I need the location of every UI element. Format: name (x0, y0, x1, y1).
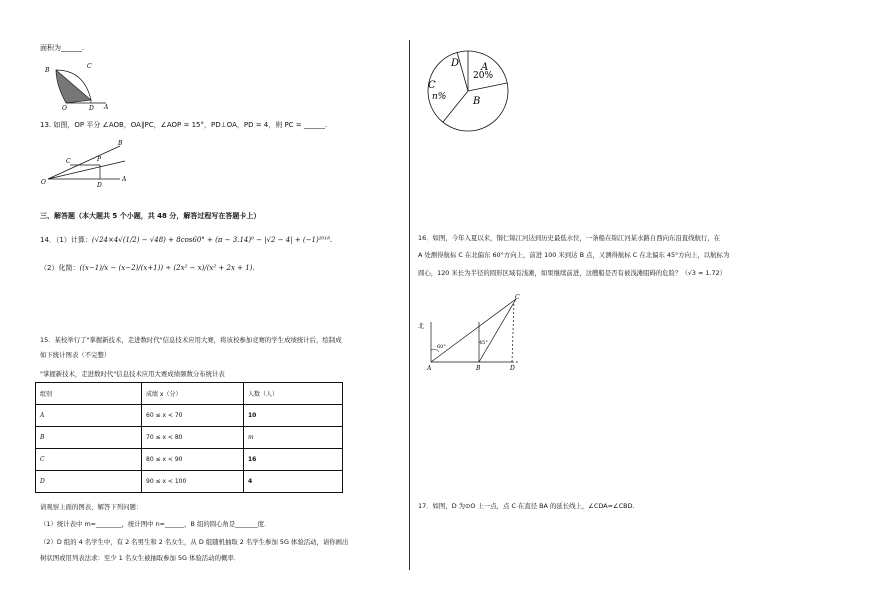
pie-label-A-percent: 20% (473, 71, 494, 81)
pie-slice-edge (443, 91, 468, 122)
label-B: B (45, 67, 50, 74)
group-cell: B (36, 427, 142, 449)
label-A: A (104, 104, 109, 111)
q15-line2: 如下统计图表（不完整） (40, 351, 111, 359)
navigation-figure (418, 292, 528, 372)
label-C: C (87, 63, 92, 70)
count-cell: m (244, 427, 343, 449)
frequency-table-title: "掌握新技术，走进数时代"信息技术应用大赛成绩频数分布统计表 (40, 370, 225, 378)
label-C: C (515, 294, 520, 301)
q14-part2-expression: ((x−1)/x − (x−2)/(x+1)) ÷ (2x² − x)/(x² + 2x + 1). (79, 264, 255, 272)
score-cell: 60 ≤ x < 70 (142, 405, 244, 427)
pie-label-C-percent: n% (432, 92, 447, 102)
label-B: B (476, 365, 481, 372)
question-17: 17．如图，D 为⊙O 上一点，点 C 在直径 BA 的延长线上，∠CDA=∠CBD. (418, 502, 635, 510)
group-cell: D (36, 471, 142, 493)
label-B: B (118, 140, 123, 147)
label-O: O (41, 179, 46, 186)
table-row (36, 405, 343, 427)
question-13: 13. 如图，OP 平分 ∠AOB，OA∥PC，∠AOP = 15°，PD⊥OA，PD = 4，则 PC = ______. (40, 121, 328, 129)
q16-line3: 圆心，120 米长为半径的圆形区域有浅滩，如果继续前进，这艘船是否有被浅滩阻碍的危险？（√3 ≈ 1.72） (418, 269, 727, 277)
pie-label-D: D (451, 58, 460, 69)
score-cell: 70 ≤ x < 80 (142, 427, 244, 449)
score-cell: 90 ≤ x < 100 (142, 471, 244, 493)
q15-sub2-line1: （2）D 组的 4 名学生中，有 2 名男生和 2 名女生，从 D 组随机抽取 2 名学生参加 5G 体验活动，请你画出 (40, 538, 349, 546)
group-cell: C (36, 449, 142, 471)
frequency-table (35, 382, 343, 493)
q14-part2 (40, 264, 255, 273)
pie-label-B: B (473, 96, 481, 107)
q14-part2-label: （2）化简： (40, 264, 80, 272)
q15-instructions: 请观察上面的图表，解答下列问题： (40, 503, 143, 511)
angle-bisector-figure (40, 135, 135, 190)
label-O: O (62, 105, 67, 112)
label-A: A (122, 176, 127, 183)
score-cell: 80 ≤ x < 90 (142, 449, 244, 471)
header-score: 成绩 x（分） (142, 383, 244, 405)
q14-part1-expression: (√24×4√(1/2) − √48) + 8cos60° + (π − 3.14)⁰ − |√2 − 4| + (−1)²⁰¹⁸. (91, 236, 333, 244)
table-header-row (36, 383, 343, 405)
q15-sub1: （1）统计表中 m=________，统计图中 n=______，B 组的圆心角是_______度． (40, 520, 271, 528)
angle-45-label: 45° (479, 340, 488, 346)
angle-60-label: 60° (437, 344, 446, 350)
q15-line1: 15．某校举行了"掌握新技术，走进数时代"信息技术应用大赛，将该校参加竞赛的学生成绩统计后，绘制成 (40, 336, 342, 344)
label-D: D (89, 105, 94, 112)
q16-line1: 16．如图，今年入夏以来，铜仁锦江河达到历史最低水位，一条船在锦江河某水路自西向东沿直线航行，在 (418, 234, 721, 242)
group-cell: A (36, 405, 142, 427)
column-divider (409, 40, 410, 570)
table-row (36, 471, 343, 493)
pie-label-C: C (428, 80, 436, 91)
pie-chart (423, 46, 513, 136)
q15-sub2-line2: 树状图或用列表法求：至少 1 名女生被抽取参加 5G 体验活动的概率． (40, 554, 241, 562)
q16-line2: A 处测得航标 C 在北偏东 60°方向上，前进 100 米到达 B 点，又测得航标 C 在北偏东 45°方向上，以航标为 (418, 251, 730, 259)
pie-slice-edge (468, 83, 507, 91)
count-cell: 10 (244, 405, 343, 427)
sector-figure (40, 60, 120, 115)
header-group: 组别 (36, 383, 142, 405)
table-row (36, 427, 343, 449)
label-P: P (97, 156, 102, 163)
count-cell: 4 (244, 471, 343, 493)
table-row (36, 449, 343, 471)
north-label: 北 (418, 323, 425, 330)
count-cell: 16 (244, 449, 343, 471)
header-count: 人数（人） (244, 383, 343, 405)
section-3-heading: 三、解答题（本大题共 5 个小题，共 48 分，解答过程写在答题卡上） (40, 212, 261, 220)
label-C: C (66, 158, 71, 165)
label-D: D (510, 365, 515, 372)
label-D: D (97, 182, 102, 189)
q14-part1-label: 14．（1）计算： (40, 236, 92, 244)
q12-answer-fragment: 面积为______. (40, 44, 85, 52)
pie-label-A: A (481, 62, 489, 73)
label-A: A (427, 365, 432, 372)
q14-part1 (40, 236, 332, 245)
